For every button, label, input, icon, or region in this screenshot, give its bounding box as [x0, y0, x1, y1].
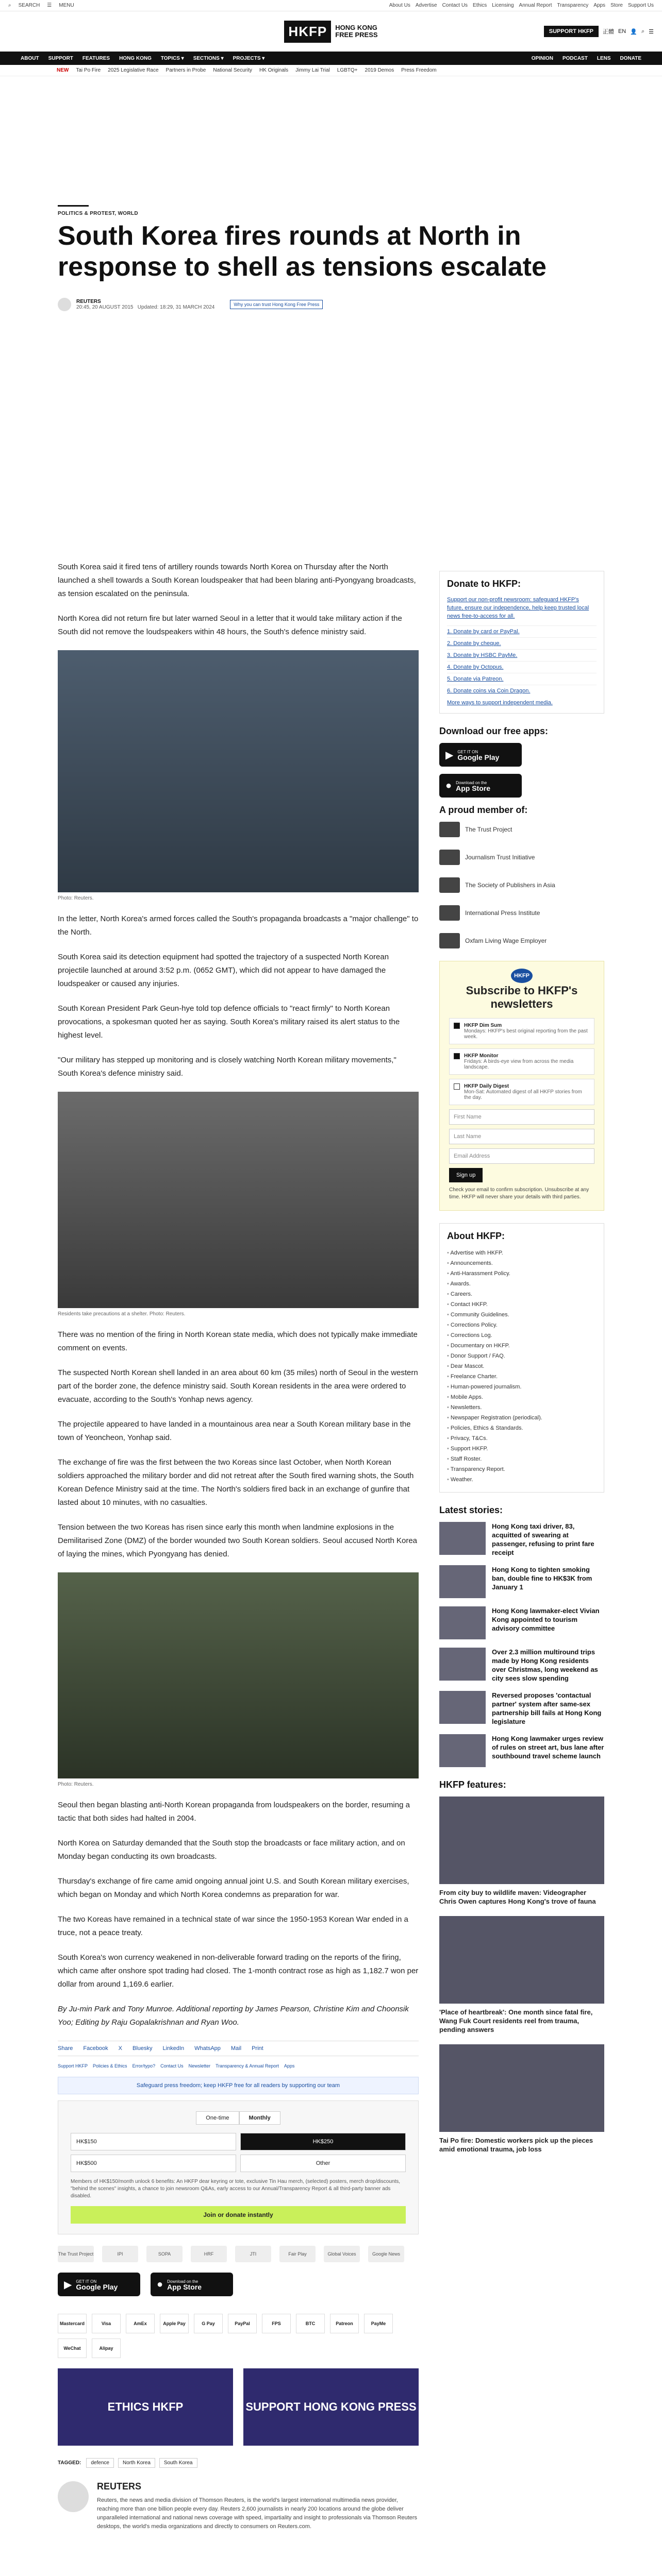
latest-story[interactable] — [439, 1691, 604, 1726]
partner-logos — [58, 2246, 419, 2262]
search-link[interactable]: SEARCH — [18, 3, 40, 8]
site-logo[interactable] — [284, 21, 377, 43]
paragraph: In the letter, North Korea's armed forces called the South's propaganda broadcasts a "major challenge" to the North. — [58, 914, 419, 937]
top-link[interactable]: Store — [610, 3, 623, 8]
foot-link[interactable]: Support HKFP — [58, 2063, 88, 2069]
paragraph: North Korea on Saturday demanded that the South stop the broadcasts or face military action, and on Monday began conducting its own broadcasts. — [58, 1839, 405, 1861]
story-title[interactable]: Hong Kong lawmaker-elect Vivian Kong appointed to tourism advisory committee — [492, 1607, 600, 1632]
paragraph: There was no mention of the firing in North Korean state media, which does not typically make immediate comment on events. — [58, 1330, 418, 1352]
top-link[interactable]: Apps — [593, 3, 606, 8]
trending-link[interactable]: LGBTQ+ — [337, 67, 358, 73]
donate-note: Members of HK$150/month unlock 6 benefits: An HKFP dear keyring or tote, exclusive Tin Hau merch, (selected) posters, merch drop/discounts, "behind the scenes" insights, a chance to join newsroom Q&As, early access to our Annual/Transparency Report & all third-party banner ads disabled. — [71, 2179, 401, 2199]
paragraph: North Korea did not return fire but later warned Seoul in a letter that it would take military action if the South did not remove the loudspeakers within 48 hours, the South's defence ministry said. — [58, 614, 402, 636]
google-play-small: GET IT ON — [76, 2279, 97, 2284]
trending-link[interactable]: Tai Po Fire — [76, 67, 101, 73]
about-link[interactable]: • Newspaper Registration (periodical). — [447, 1413, 597, 1423]
nav-item[interactable]: OPINION — [531, 55, 553, 61]
member-name: Journalism Trust Initiative — [465, 854, 535, 861]
google-play-label: Google Play — [457, 753, 500, 761]
feature-title[interactable]: Tai Po fire: Domestic workers pick up the pieces amid emotional trauma, job loss — [439, 2137, 593, 2153]
google-play-icon: ▶ — [64, 2279, 72, 2291]
latest-story[interactable] — [439, 1522, 604, 1557]
app-store-button[interactable] — [439, 774, 522, 798]
trending-link[interactable]: National Security — [213, 67, 252, 73]
partner-logo: JTI — [235, 2246, 271, 2262]
payment-logo: AmEx — [126, 2314, 155, 2333]
paragraph: "Our military has stepped up monitoring and is closely watching North Korean military movements," South Korea's defence ministry said. — [58, 1056, 396, 1078]
share-link[interactable]: X — [118, 2045, 123, 2052]
about-link[interactable]: • Support HKFP. — [447, 1444, 597, 1454]
google-play-small: GET IT ON — [457, 750, 478, 754]
logo-mark: HKFP — [284, 21, 331, 43]
trending-link[interactable]: 2019 Demos — [365, 67, 394, 73]
partner-logo: Global Voices — [324, 2246, 360, 2262]
about-link[interactable]: • Corrections Log. — [447, 1330, 597, 1341]
payment-logo: WeChat — [58, 2338, 87, 2358]
paragraph: South Korea said its detection equipment had spotted the trajectory of a suspected North Korean projectile launched at around 3:52 p.m. (0652 GMT), which did not appear to have damaged the loudspeaker or caused any injuries. — [58, 953, 389, 988]
story-title[interactable]: Reversed proposes 'contactual partner' system after same-sex partnership bill fails at Hong Kong legislature — [492, 1691, 602, 1725]
top-link[interactable]: Support Us — [627, 3, 654, 8]
member-logo[interactable] — [439, 905, 604, 921]
menu-icon[interactable]: ☰ — [47, 3, 52, 8]
share-bar — [58, 2041, 419, 2056]
apple-icon: ● — [445, 779, 452, 791]
paragraph: The projectile appeared to have landed in a mountainous area near a South Korean military base in the town of Yeoncheon, Yonhap said. — [58, 1420, 411, 1442]
latest-stories — [439, 1522, 604, 1767]
donate-methods — [447, 625, 597, 697]
member-name: Oxfam Living Wage Employer — [465, 937, 547, 944]
about-link[interactable]: • Newsletters. — [447, 1402, 597, 1413]
member-logo[interactable] — [439, 933, 604, 948]
share-link[interactable]: Print — [252, 2045, 263, 2052]
tab-one-time[interactable]: One-time — [196, 2111, 239, 2125]
promo-banners — [58, 2368, 419, 2446]
apple-icon: ● — [157, 2278, 163, 2290]
app-store-label: App Store — [167, 2283, 202, 2291]
member-icon — [439, 850, 460, 865]
tag-chip[interactable]: South Korea — [159, 2458, 197, 2468]
tab-monthly[interactable]: Monthly — [239, 2111, 280, 2125]
logo-text-line1: HONG KONG — [335, 24, 377, 31]
payment-logo: Patreon — [330, 2314, 359, 2333]
new-badge: NEW — [57, 67, 69, 73]
about-link[interactable]: • Mobile Apps. — [447, 1392, 597, 1402]
paragraph: South Korea's won currency weakened in non-deliverable forward trading on the reports of the firing, which came after onshore spot trading had closed. The 1-month contract rose as high as 1,182.7 won per dollar from around 1,169.6 earlier. — [58, 1953, 419, 1989]
paragraph: Thursday's exchange of fire came amid ongoing annual joint U.S. and South Korean military exercises, which began on Monday and which North Korea condemns as preparation for war. — [58, 1877, 409, 1899]
story-thumbnail — [439, 1691, 486, 1724]
member-logo[interactable] — [439, 877, 604, 893]
trending-link[interactable]: Press Freedom — [401, 67, 437, 73]
photo-caption: Residents take precautions at a shelter. Photo: Reuters. — [58, 1311, 186, 1317]
feature-story[interactable] — [439, 2044, 604, 2154]
top-link[interactable]: Transparency — [557, 3, 589, 8]
author-box-name[interactable]: REUTERS — [97, 2481, 142, 2492]
tag-chip[interactable]: North Korea — [118, 2458, 155, 2468]
support-hkfp-button[interactable]: SUPPORT HKFP — [544, 26, 599, 37]
donate-box — [58, 2100, 419, 2234]
partner-logo: IPI — [102, 2246, 138, 2262]
share-link[interactable]: LinkedIn — [162, 2045, 185, 2052]
story-title[interactable]: Hong Kong lawmaker urges review of rules on street art, bus lane after southbound travel scheme launch — [492, 1735, 604, 1760]
app-store-small: Download on the — [167, 2279, 198, 2284]
payment-logo: BTC — [296, 2314, 325, 2333]
about-link[interactable]: • Corrections Policy. — [447, 1320, 597, 1330]
about-link[interactable]: • Freelance Charter. — [447, 1371, 597, 1382]
latest-story[interactable] — [439, 1565, 604, 1598]
story-thumbnail — [439, 1606, 486, 1639]
newsletter-option[interactable] — [449, 1018, 594, 1044]
top-links — [389, 3, 654, 8]
donate-method-link[interactable]: 1. Donate by card or PayPal. — [447, 625, 597, 637]
story-title[interactable]: Over 2.3 million multiround trips made by Hong Kong residents over Christmas, long weekend as city sees slow spending — [492, 1648, 598, 1682]
story-thumbnail — [439, 1522, 486, 1555]
about-title: About HKFP: — [447, 1231, 505, 1241]
paragraph: South Korea said it fired tens of artillery rounds towards North Korea on Thursday after the North launched a shell towards a South Korean loudspeaker that had been blaring anti-Pyongyang broadcasts, as tension escalated on the peninsula. — [58, 563, 416, 598]
feature-thumbnail — [439, 1916, 604, 2004]
payment-methods — [58, 2314, 419, 2358]
latest-story[interactable] — [439, 1734, 604, 1767]
author-box-avatar — [58, 2481, 89, 2512]
about-link[interactable]: • Contact HKFP. — [447, 1299, 597, 1310]
donate-button[interactable]: Join or donate instantly — [71, 2206, 406, 2224]
feature-story[interactable] — [439, 1797, 604, 1906]
google-play-label: Google Play — [76, 2283, 118, 2291]
amount-option[interactable]: HK$150 — [71, 2133, 236, 2150]
foot-link[interactable]: Contact Us — [160, 2063, 184, 2069]
member-icon — [439, 877, 460, 893]
member-logo[interactable] — [439, 822, 604, 837]
author-box-bio: Reuters, the news and media division of Thomson Reuters, is the world's largest international multimedia news provider, reaching more than one billion people every day. Reuters 2,600 journalists in nearly 200 locations around the globe deliver unparalleled international and national news coverage with speed, impartiality and insight to professionals via Thomson Reuters desktops, the world's media organizations and directly to consumers on Reuters.com. — [97, 2497, 418, 2530]
about-link[interactable]: • Staff Roster. — [447, 1454, 597, 1464]
about-widget — [439, 1223, 604, 1493]
latest-story[interactable] — [439, 1648, 604, 1683]
apps-title: Download our free apps: — [439, 726, 549, 736]
donate-intro[interactable]: Support our non-profit newsroom: safeguard HKFP's future, ensure our independence, help keep trusted local news free-to-access for all. — [447, 597, 589, 619]
safeguard-banner[interactable]: Safeguard press freedom; keep HKFP free for all readers by supporting our team — [58, 2077, 419, 2094]
shelter-photo — [58, 1092, 419, 1308]
about-link[interactable]: • Documentary on HKFP. — [447, 1341, 597, 1351]
share-link[interactable]: Facebook — [83, 2045, 108, 2052]
about-link[interactable]: • Dear Mascot. — [447, 1361, 597, 1371]
protest-photo — [58, 650, 419, 892]
search-icon[interactable]: ⌕ — [641, 28, 645, 35]
newsletter-desc: Mondays: HKFP's best original reporting from the past week. — [464, 1028, 588, 1040]
trending-link[interactable]: HK Originals — [259, 67, 289, 73]
amount-option[interactable]: HK$250 — [240, 2133, 406, 2150]
foot-link[interactable]: Newsletter — [188, 2063, 211, 2069]
payment-logo: Visa — [92, 2314, 121, 2333]
feature-stories — [439, 1797, 604, 2154]
first-name-field[interactable]: First Name — [449, 1109, 594, 1125]
member-icon — [439, 905, 460, 921]
menu-icon[interactable]: ☰ — [649, 28, 654, 35]
nav-item[interactable]: SECTIONS ▾ — [193, 55, 224, 61]
nav-item[interactable]: PODCAST — [562, 55, 588, 61]
tags-row — [58, 2458, 419, 2468]
feature-title[interactable]: 'Place of heartbreak': One month since fatal fire, Wang Fuk Court residents reel from trauma, pending answers — [439, 2008, 593, 2033]
sidebar — [439, 571, 604, 2164]
member-logo[interactable] — [439, 850, 604, 865]
signup-button[interactable]: Sign up — [449, 1168, 483, 1182]
payment-logo: Mastercard — [58, 2314, 87, 2333]
tag-chip[interactable]: defence — [86, 2458, 114, 2468]
nav-item[interactable]: FEATURES — [82, 55, 110, 61]
payment-logo: G Pay — [194, 2314, 223, 2333]
top-link[interactable]: Licensing — [492, 3, 514, 8]
about-link[interactable]: • Weather. — [447, 1475, 597, 1485]
paragraph: Seoul then began blasting anti-North Korean propaganda from loudspeakers on the border, resuming a tactic that both sides had halted in 2004. — [58, 1801, 410, 1823]
checkbox[interactable] — [454, 1053, 460, 1059]
more-ways-link[interactable]: More ways to support independent media. — [447, 700, 553, 706]
main-nav — [0, 52, 662, 65]
partner-logo: SOPA — [146, 2246, 183, 2262]
trending-bar — [0, 65, 662, 76]
app-store-button[interactable] — [151, 2273, 233, 2296]
top-link[interactable]: Annual Report — [519, 3, 552, 8]
nav-item[interactable]: DONATE — [620, 55, 641, 61]
paragraph: The suspected North Korean shell landed in an area about 60 km (35 miles) north of Seoul in the western part of the border zone, the defence ministry said. South Korean residents in the area were ordered to evacuate, according to the South's Yonhap news agency. — [58, 1368, 418, 1404]
feature-story[interactable] — [439, 1916, 604, 2034]
share-link[interactable]: Share — [58, 2045, 73, 2052]
byline — [58, 298, 604, 311]
story-thumbnail — [439, 1648, 486, 1681]
story-title[interactable]: Hong Kong to tighten smoking ban, double fine to HK$3K from January 1 — [492, 1566, 592, 1591]
newsletter-title: Subscribe to HKFP's newsletters — [466, 984, 578, 1010]
member-icon — [439, 822, 460, 837]
story-thumbnail — [439, 1565, 486, 1598]
about-link[interactable]: • Human-powered journalism. — [447, 1382, 597, 1392]
foot-link[interactable]: Apps — [284, 2063, 295, 2069]
foot-link[interactable]: Transparency & Annual Report — [216, 2063, 279, 2069]
top-link[interactable]: Advertise — [415, 3, 437, 8]
foot-link[interactable]: Error/typo? — [132, 2063, 156, 2069]
credit-line: By Ju-min Park and Tony Munroe. Additional reporting by James Pearson, Christine Kim and Choonsik Yoo; Editing by Raju Gopalakrishnan and Ryan Woo. — [58, 2005, 409, 2027]
newsletter-name: HKFP Daily Digest — [464, 1083, 509, 1089]
title-rule — [58, 205, 89, 207]
about-link[interactable]: • Privacy, T&Cs. — [447, 1433, 597, 1444]
checkbox[interactable] — [454, 1023, 460, 1029]
google-play-icon: ▶ — [445, 749, 454, 761]
google-play-button[interactable] — [439, 743, 522, 767]
hkfp-badge-icon: HKFP — [511, 969, 533, 983]
feature-thumbnail — [439, 1797, 604, 1884]
last-name-field[interactable]: Last Name — [449, 1129, 594, 1144]
app-store-small: Download on the — [456, 781, 487, 785]
author-avatar — [58, 298, 71, 311]
promo-banner[interactable]: ETHICS HKFP — [58, 2368, 233, 2446]
author-box — [58, 2481, 419, 2531]
partner-logo: The Trust Project — [58, 2246, 94, 2262]
member-name: The Trust Project — [465, 826, 512, 833]
newsletter-option[interactable] — [449, 1079, 594, 1105]
newsletter-name: HKFP Monitor — [464, 1053, 499, 1059]
lang-zh-link[interactable]: 正體 — [602, 29, 614, 35]
newsletter-option[interactable] — [449, 1048, 594, 1075]
donate-widget-title: Donate to HKFP: — [447, 579, 521, 589]
photo-caption: Photo: Reuters. — [58, 1782, 94, 1787]
donate-method-link[interactable]: 4. Donate by Octopus. — [447, 661, 597, 673]
search-icon[interactable]: ⌕ — [8, 3, 11, 8]
donate-method-link[interactable]: 5. Donate via Patreon. — [447, 673, 597, 685]
logo-text — [335, 24, 377, 39]
updated-date: Updated: 18:29, 31 MARCH 2024 — [137, 304, 215, 310]
about-link[interactable]: • Transparency Report. — [447, 1464, 597, 1475]
payment-logo: PayMe — [364, 2314, 393, 2333]
paragraph: Tension between the two Koreas has risen since early this month when landmine explosions in the Demilitarised Zone (DMZ) of the border wounded two South Korean soldiers. Seoul accused North Korea of laying the mines, which Pyongyang has denied. — [58, 1523, 418, 1558]
about-link[interactable]: • Advertise with HKFP. — [447, 1248, 597, 1258]
top-link[interactable]: Contact Us — [442, 3, 468, 8]
proud-member-title: A proud member of: — [439, 805, 528, 815]
partner-logo: HRF — [191, 2246, 227, 2262]
story-title[interactable]: Hong Kong taxi driver, 83, acquitted of swearing at passenger, refusing to print fare receipt — [492, 1522, 594, 1556]
donate-widget — [439, 571, 604, 714]
nav-item[interactable]: HONG KONG — [119, 55, 152, 61]
newsletter-box — [439, 961, 604, 1211]
user-icon[interactable]: 👤 — [630, 28, 637, 35]
checkbox[interactable] — [454, 1083, 460, 1090]
share-link[interactable]: Bluesky — [133, 2045, 153, 2052]
author-name[interactable]: REUTERS — [76, 299, 101, 304]
share-link[interactable]: Mail — [230, 2045, 242, 2052]
tags-label: TAGGED: — [58, 2460, 81, 2466]
amount-option[interactable]: Other — [240, 2155, 406, 2172]
article-body — [58, 561, 419, 2531]
payment-logo: Apple Pay — [160, 2314, 189, 2333]
features-title: HKFP features: — [439, 1780, 506, 1790]
paragraph: The two Koreas have remained in a technical state of war since the 1950-1953 Korean War ended in a truce, not a peace treaty. — [58, 1915, 408, 1937]
about-link[interactable]: • Awards. — [447, 1279, 597, 1289]
masthead — [0, 11, 662, 52]
newsletter-desc: Fridays: A birds-eye view from across the media landscape. — [464, 1059, 574, 1070]
member-icon — [439, 933, 460, 948]
publish-date: 20:45, 20 AUGUST 2015 — [76, 304, 134, 310]
paragraph: South Korean President Park Geun-hye told top defence officials to "react firmly" to North Korean provocations, a spokesman quoted her as saying. South Korea's military raised its alert status to the highest level. — [58, 1004, 400, 1040]
email-field[interactable]: Email Address — [449, 1148, 594, 1164]
lang-en-link[interactable]: EN — [618, 28, 626, 35]
about-link[interactable]: • Anti-Harassment Policy. — [447, 1268, 597, 1279]
member-name: The Society of Publishers in Asia — [465, 882, 555, 889]
nav-item[interactable]: ABOUT — [21, 55, 39, 61]
payment-logo: FPS — [262, 2314, 291, 2333]
trust-button[interactable]: Why you can trust Hong Kong Free Press — [230, 300, 323, 309]
trending-link[interactable]: Partners in Probe — [166, 67, 206, 73]
article-foot-links — [58, 2063, 419, 2069]
member-name: International Press Institute — [465, 909, 540, 917]
nav-item[interactable]: PROJECTS ▾ — [233, 55, 265, 61]
partner-logo: Fair Play — [279, 2246, 316, 2262]
payment-logo: PayPal — [228, 2314, 257, 2333]
nav-item[interactable]: SUPPORT — [48, 55, 73, 61]
donate-method-link[interactable]: 2. Donate by cheque. — [447, 637, 597, 649]
donate-method-link[interactable]: 6. Donate coins via Coin Dragon. — [447, 685, 597, 697]
app-store-label: App Store — [456, 784, 490, 792]
top-link[interactable]: Ethics — [473, 3, 487, 8]
google-play-button[interactable] — [58, 2273, 140, 2296]
newsletter-note: Check your email to confirm subscription. Unsubscribe at any time. HKFP will never share your details with third parties. — [449, 1187, 589, 1200]
top-link[interactable]: About Us — [389, 3, 410, 8]
menu-link[interactable]: MENU — [59, 3, 74, 8]
promo-banner[interactable]: SUPPORT HONG KONG PRESS — [243, 2368, 419, 2446]
partner-logo: Google News — [368, 2246, 404, 2262]
nav-item[interactable]: TOPICS ▾ — [160, 55, 184, 61]
about-link[interactable]: • Donor Support / FAQ. — [447, 1351, 597, 1361]
soldier-photo — [58, 1572, 419, 1778]
feature-thumbnail — [439, 2044, 604, 2132]
photo-caption: Photo: Reuters. — [58, 895, 94, 901]
trending-link[interactable]: 2025 Legislative Race — [108, 67, 159, 73]
about-link[interactable]: • Careers. — [447, 1289, 597, 1299]
amount-option[interactable]: HK$500 — [71, 2155, 236, 2172]
feature-title[interactable]: From city buy to wildlife maven: Videographer Chris Owen captures Hong Kong's trove of fauna — [439, 1889, 596, 1905]
story-thumbnail — [439, 1734, 486, 1767]
latest-story[interactable] — [439, 1606, 604, 1639]
logo-text-line2: FREE PRESS — [335, 31, 378, 39]
top-bar — [0, 0, 662, 11]
latest-title: Latest stories: — [439, 1505, 503, 1515]
share-link[interactable]: WhatsApp — [194, 2045, 221, 2052]
about-link[interactable]: • Policies, Ethics & Standards. — [447, 1423, 597, 1433]
donate-method-link[interactable]: 3. Donate by HSBC PayMe. — [447, 649, 597, 661]
foot-link[interactable]: Policies & Ethics — [93, 2063, 127, 2069]
payment-logo: Alipay — [92, 2338, 121, 2358]
about-link[interactable]: • Announcements. — [447, 1258, 597, 1268]
newsletter-name: HKFP Dim Sum — [464, 1023, 502, 1028]
article-title: South Korea fires rounds at North in response to shell as tensions escalate — [58, 221, 547, 282]
paragraph: The exchange of fire was the first between the two Koreas since last October, when North Korean soldiers approached the military border and did not retreat after the South fired warning shots, the South Korean Defence Ministry said at the time. The North's soldiers fired back in an exchange of gunfire that lasted about 10 minutes, with no casualties. — [58, 1458, 414, 1507]
category-label[interactable]: POLITICS & PROTEST, WORLD — [58, 211, 138, 216]
trending-link[interactable]: Jimmy Lai Trial — [295, 67, 330, 73]
member-list — [439, 822, 604, 948]
newsletter-desc: Mon-Sat: Automated digest of all HKFP stories from the day. — [464, 1089, 582, 1100]
about-link[interactable]: • Community Guidelines. — [447, 1310, 597, 1320]
nav-item[interactable]: LENS — [597, 55, 611, 61]
